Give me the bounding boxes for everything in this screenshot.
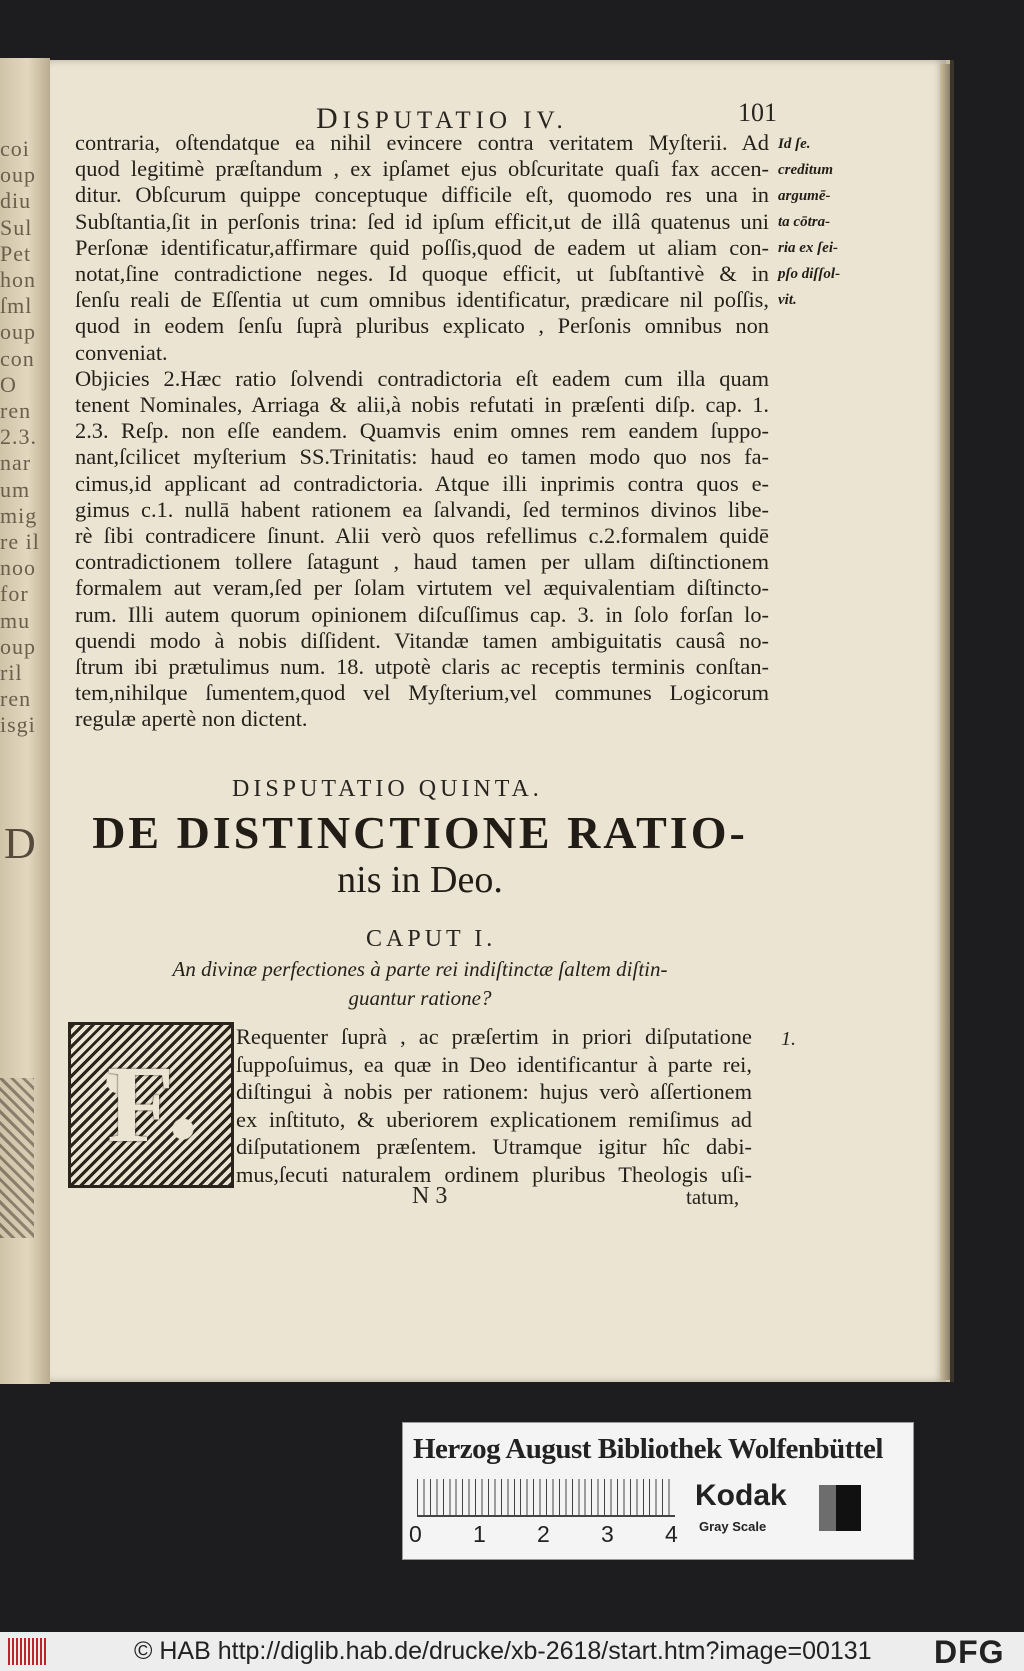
previous-page-fragment: Pet [0,240,32,266]
page-edge [940,64,950,1380]
previous-page-fragment: re il [0,529,40,554]
previous-page-fragment: for [0,581,29,607]
previous-page-fragment: ril [0,660,23,685]
body-text [75,130,769,733]
previous-page-fragment: um [0,476,31,502]
previous-page-fragment: Sul [0,214,33,240]
previous-page-initial: D [4,819,36,868]
previous-page-fragment: mig [0,502,38,528]
kodak-logo: Kodak [695,1479,787,1512]
chapter-question [120,955,720,1013]
margin-note-line: Id ſe. [778,136,811,152]
previous-page-fragment: mu [0,607,31,633]
barcode-icon [8,1638,48,1665]
text-line: ditur. Obſcurum quippe conceptuque difficile eſt, quomodo res una in [75,182,769,208]
text-line: rè ſibi contradicere ſinunt. Alii verò quos refellimus c.2.formalem quidē [75,523,769,549]
text-line: cimus,id applicant ad contradictoria. Atque illi inprimis contra quos e- [75,470,769,496]
text-line: ſtrum ibi prætulimus num. 18. utpotè claris ac receptis terminis conſtan- [75,654,769,680]
header-initial: D [316,102,343,135]
chapter-text [236,1023,752,1188]
question-line: An divinæ perfectiones à parte rei indiſtinctæ ſaltem diſtin- [172,957,668,981]
ruler-label: 0 [409,1521,422,1547]
margin-note-line: pſo diſſol- [778,266,841,282]
text-line: notat,ſine contradictione neges. Id quoque efficit, ut ſubſtantivè & in [75,261,769,287]
chapter-line: mus,ſecuti naturalem ordinem pluribus Theologis uſi- [236,1161,752,1187]
text-line: conveniat. [75,339,168,365]
margin-note [778,131,866,313]
previous-page-fragment: 2.3. [0,424,37,450]
previous-page-ornament [0,1078,34,1238]
text-line: contradictionem tollere ſatagunt , haud tamen per ullam diſtinctionem [75,549,769,575]
text-line: quod in eodem ſenſu ſuprà pluribus explicato , Perſonis omnibus non [75,313,769,339]
ruler-label: 1 [473,1521,486,1547]
text-line: contraria, oſtendatque ea nihil evincere contra veritatem Myſterii. Ad [75,130,769,155]
text-line: quendi modo à nobis diſſident. Vitandæ tamen ambiguitatis causâ no- [75,627,769,653]
chapter-line: ex inſtituto, & uberiorem explicationem remiſimus ad [236,1106,752,1132]
footer-bar [0,1632,1024,1671]
previous-page-fragment: isgi [0,712,36,738]
initial-letter: F [107,1043,175,1165]
previous-page-fragment: oup [0,162,36,188]
text-line: quod legitimè præſtandum , ex ipſamet ejus obſcuritate quaſi fax accen- [75,156,769,182]
footer-link[interactable]: © HAB http://diglib.hab.de/drucke/xb-2618/start.htm?image=00131 [134,1637,872,1665]
previous-page-fragment: O [0,371,17,397]
margin-note-line: ta cōtra- [778,214,831,230]
page-number: 101 [738,98,777,127]
previous-page-fragment: con [0,345,35,371]
text-line: tenent Nominales, Arriaga & alii,à nobis refutati in præſenti diſp. cap. 1. [75,392,769,418]
previous-page-fragment: oup [0,319,36,345]
color-reference-card [402,1422,914,1560]
text-line: 2.3. Reſp. non eſſe eandem. Quamvis enim omnes rem eandem ſuppo- [75,418,769,444]
text-line: rum. Illi autem quorum opinionem diſcuſſimus cap. 3. in ſolo forſan lo- [75,601,769,627]
text-line: Subſtantia,ſit in perſonis trina: ſed id ipſum efficit,ut de illâ quatenus uni [75,208,769,234]
previous-page-fragment: oup [0,633,36,659]
ruler-label: 4 [665,1521,678,1547]
previous-page-edge [0,58,50,1384]
paragraph-number: 1. [781,1028,796,1050]
previous-page-fragment: nar [0,450,32,476]
text-line: Objicies 2.Hæc ratio ſolvendi contradictoria eſt eadem cum illa quam [75,365,769,391]
gray-swatch [819,1485,861,1531]
text-line: nant,ſcilicet myſterium SS.Trinitatis: haud eo tamen modo quo nos fa- [75,444,769,470]
chapter-line: diſtingui à nobis per rationem: hujus verò aſſertionem [236,1079,752,1104]
gray-scale-label: Gray Scale [699,1519,767,1534]
ruler-label: 3 [601,1521,614,1547]
previous-page-fragment: noo [0,555,36,581]
text-line: gimus c.1. nullā habent rationem ea ſalvandi, ſed terminos divinos libe- [75,496,769,522]
ruler-label: 2 [537,1521,550,1547]
disputation-heading: DISPUTATIO QUINTA. [232,776,543,802]
previous-page-fragment: coi [0,136,30,161]
library-name: Herzog August Bibliothek Wolfenbüttel [413,1433,883,1465]
previous-page-fragment: diu [0,188,32,214]
chapter-line: ſuppoſuimus, ea quæ in Deo identificantur à parte rei, [236,1051,752,1077]
margin-note-line: creditum [778,162,833,178]
chapter-line: Requenter ſuprà , ac præſertim in priori diſputatione [236,1024,752,1049]
section-title-continued: nis in Deo. [337,859,503,901]
previous-page-fragment: ren [0,398,32,423]
margin-note-line: vit. [778,292,797,308]
chapter-line: diſputationem præſentem. Utramque igitur hîc dabi- [236,1134,752,1159]
previous-page-fragment: ren [0,686,32,712]
catchword: tatum, [686,1185,740,1209]
scale-ruler [417,1479,675,1517]
text-line: formalem aut veram,ſed per ſolam virtutem vel æquivalentiam diſtincto- [75,575,769,601]
section-title: DE DISTINCTIONE RATIO- [92,807,748,858]
decorated-initial [68,1022,234,1188]
header-text: ISPUTATIO IV. [342,107,568,134]
previous-page-fragment: hon [0,267,36,292]
text-line: tem,nihilque ſumentem,quod vel Myſterium,vel communes Logicorum [75,680,769,706]
dfg-logo: DFG [934,1634,1005,1670]
text-line: regulæ apertè non dictent. [75,706,308,732]
margin-note-line: argumē- [778,188,831,204]
signature-mark: N 3 [412,1183,448,1209]
text-line: ſenſu reali de Eſſentia ut cum omnibus identificatur, prædicare nil poſſis, [75,287,769,313]
chapter-heading: CAPUT I. [366,926,497,952]
previous-page-fragment: ſml [0,293,33,319]
margin-note-line: ria ex ſei- [778,240,838,256]
text-line: Perſonæ identificatur,affirmare quid poſſis,quod de eadem ut aliam con- [75,234,769,260]
question-line: guantur ratione? [348,986,492,1010]
